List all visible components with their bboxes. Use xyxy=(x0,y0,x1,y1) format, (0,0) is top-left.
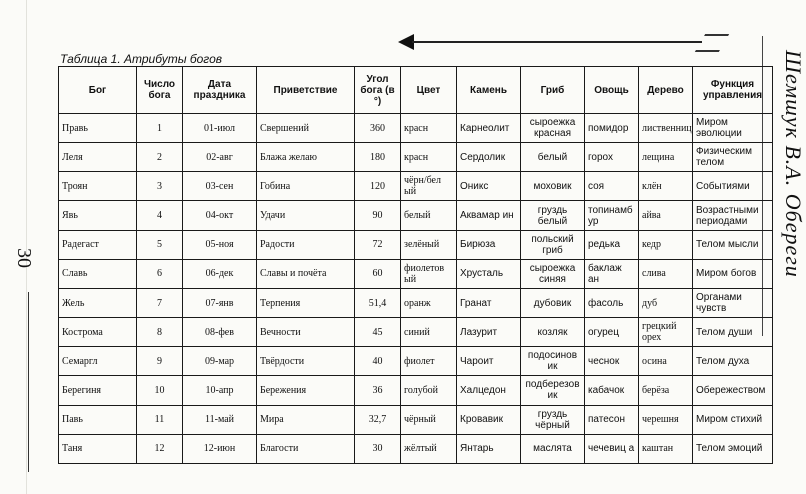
gods-attributes-table xyxy=(58,66,773,464)
cell-color: фиолетов ый xyxy=(401,259,457,288)
cell-angle: 40 xyxy=(355,347,401,376)
cell-god: Славь xyxy=(59,259,137,288)
cell-date: 06-дек xyxy=(183,259,257,288)
cell-function: Событиями xyxy=(693,172,773,201)
cell-number: 8 xyxy=(137,318,183,347)
table-row xyxy=(59,405,773,434)
cell-tree: черешня xyxy=(639,405,693,434)
cell-tree: осина xyxy=(639,347,693,376)
table-row xyxy=(59,201,773,230)
cell-god: Троян xyxy=(59,172,137,201)
cell-date: 07-янв xyxy=(183,288,257,317)
cell-tree: грецкий орех xyxy=(639,318,693,347)
cell-angle: 120 xyxy=(355,172,401,201)
table-row xyxy=(59,318,773,347)
cell-vegetable: помидор xyxy=(585,114,639,143)
cell-date: 12-июн xyxy=(183,434,257,463)
cell-mushroom: подосинов ик xyxy=(521,347,585,376)
header-number: Число бога xyxy=(137,67,183,114)
cell-god: Кострома xyxy=(59,318,137,347)
cell-stone: Кровавик xyxy=(457,405,521,434)
cell-god: Леля xyxy=(59,143,137,172)
cell-function: Физическим телом xyxy=(693,143,773,172)
cell-god: Явь xyxy=(59,201,137,230)
cell-angle: 72 xyxy=(355,230,401,259)
cell-angle: 36 xyxy=(355,376,401,405)
header-tree: Дерево xyxy=(639,67,693,114)
table-row xyxy=(59,259,773,288)
cell-vegetable: топинамб ур xyxy=(585,201,639,230)
cell-function: Органами чувств xyxy=(693,288,773,317)
cell-number: 3 xyxy=(137,172,183,201)
cell-stone: Лазурит xyxy=(457,318,521,347)
cell-greeting: Вечности xyxy=(257,318,355,347)
cell-mushroom: сыроежка красная xyxy=(521,114,585,143)
cell-tree: кедр xyxy=(639,230,693,259)
cell-function: Телом души xyxy=(693,318,773,347)
header-vegetable: Овощь xyxy=(585,67,639,114)
table-row xyxy=(59,288,773,317)
cell-vegetable: фасоль xyxy=(585,288,639,317)
cell-stone: Гранат xyxy=(457,288,521,317)
cell-god: Таня xyxy=(59,434,137,463)
cell-mushroom: дубовик xyxy=(521,288,585,317)
header-god: Бог xyxy=(59,67,137,114)
cell-vegetable: огурец xyxy=(585,318,639,347)
cell-vegetable: патесон xyxy=(585,405,639,434)
header-greeting: Приветствие xyxy=(257,67,355,114)
cell-greeting: Гобина xyxy=(257,172,355,201)
cell-greeting: Удачи xyxy=(257,201,355,230)
cell-tree: лещина xyxy=(639,143,693,172)
cell-function: Телом эмоций xyxy=(693,434,773,463)
cell-angle: 60 xyxy=(355,259,401,288)
cell-color: белый xyxy=(401,201,457,230)
cell-date: 04-окт xyxy=(183,201,257,230)
cell-mushroom: маслята xyxy=(521,434,585,463)
header-function: Функция управления xyxy=(693,67,773,114)
cell-greeting: Мира xyxy=(257,405,355,434)
cell-angle: 32,7 xyxy=(355,405,401,434)
cell-greeting: Славы и почёта xyxy=(257,259,355,288)
cell-date: 08-фев xyxy=(183,318,257,347)
header-mushroom: Гриб xyxy=(521,67,585,114)
cell-tree: дуб xyxy=(639,288,693,317)
cell-vegetable: редька xyxy=(585,230,639,259)
cell-date: 02-авг xyxy=(183,143,257,172)
table-caption: Таблица 1. Атрибуты богов xyxy=(60,52,223,66)
left-rule xyxy=(28,292,29,472)
cell-number: 4 xyxy=(137,201,183,230)
cell-date: 03-сен xyxy=(183,172,257,201)
cell-color: фиолет xyxy=(401,347,457,376)
page-number: 30 xyxy=(13,248,35,268)
cell-god: Берегиня xyxy=(59,376,137,405)
cell-stone: Бирюза xyxy=(457,230,521,259)
cell-color: чёрный xyxy=(401,405,457,434)
arrow-fletching-icon xyxy=(695,34,729,52)
cell-function: Телом духа xyxy=(693,347,773,376)
arrow-line xyxy=(412,41,702,43)
cell-greeting: Радости xyxy=(257,230,355,259)
cell-vegetable: баклаж ан xyxy=(585,259,639,288)
cell-date: 10-апр xyxy=(183,376,257,405)
cell-date: 11-май xyxy=(183,405,257,434)
cell-function: Обережеством xyxy=(693,376,773,405)
cell-number: 2 xyxy=(137,143,183,172)
table-row xyxy=(59,172,773,201)
cell-number: 10 xyxy=(137,376,183,405)
cell-number: 12 xyxy=(137,434,183,463)
header-angle: Угол бога (в °) xyxy=(355,67,401,114)
cell-god: Павь xyxy=(59,405,137,434)
cell-date: 01-июл xyxy=(183,114,257,143)
cell-tree: айва xyxy=(639,201,693,230)
table-row xyxy=(59,230,773,259)
cell-function: Телом мысли xyxy=(693,230,773,259)
cell-tree: клён xyxy=(639,172,693,201)
cell-stone: Халцедон xyxy=(457,376,521,405)
cell-date: 09-мар xyxy=(183,347,257,376)
cell-mushroom: моховик xyxy=(521,172,585,201)
cell-function: Возрастными периодами xyxy=(693,201,773,230)
cell-number: 1 xyxy=(137,114,183,143)
cell-vegetable: чеснок xyxy=(585,347,639,376)
cell-stone: Оникс xyxy=(457,172,521,201)
cell-color: жёлтый xyxy=(401,434,457,463)
header-row xyxy=(59,67,773,114)
cell-god: Жель xyxy=(59,288,137,317)
cell-vegetable: чечевиц а xyxy=(585,434,639,463)
cell-color: синий xyxy=(401,318,457,347)
cell-stone: Янтарь xyxy=(457,434,521,463)
cell-greeting: Благости xyxy=(257,434,355,463)
cell-tree: берёза xyxy=(639,376,693,405)
cell-number: 9 xyxy=(137,347,183,376)
cell-function: Миром богов xyxy=(693,259,773,288)
cell-mushroom: груздь белый xyxy=(521,201,585,230)
cell-date: 05-ноя xyxy=(183,230,257,259)
cell-stone: Карнеолит xyxy=(457,114,521,143)
cell-angle: 90 xyxy=(355,201,401,230)
cell-greeting: Блажа желаю xyxy=(257,143,355,172)
cell-color: красн xyxy=(401,114,457,143)
cell-number: 11 xyxy=(137,405,183,434)
cell-color: красн xyxy=(401,143,457,172)
cell-color: голубой xyxy=(401,376,457,405)
cell-greeting: Бережения xyxy=(257,376,355,405)
cell-greeting: Твёрдости xyxy=(257,347,355,376)
cell-stone: Сердолик xyxy=(457,143,521,172)
cell-function: Миром эволюции xyxy=(693,114,773,143)
page-edge xyxy=(26,0,27,494)
cell-stone: Хрусталь xyxy=(457,259,521,288)
cell-color: зелёный xyxy=(401,230,457,259)
cell-mushroom: белый xyxy=(521,143,585,172)
cell-angle: 360 xyxy=(355,114,401,143)
cell-stone: Чароит xyxy=(457,347,521,376)
table-row xyxy=(59,376,773,405)
cell-number: 7 xyxy=(137,288,183,317)
cell-vegetable: кабачок xyxy=(585,376,639,405)
table-row xyxy=(59,347,773,376)
cell-angle: 51,4 xyxy=(355,288,401,317)
table-row xyxy=(59,114,773,143)
cell-mushroom: козляк xyxy=(521,318,585,347)
table-row xyxy=(59,143,773,172)
cell-number: 6 xyxy=(137,259,183,288)
cell-number: 5 xyxy=(137,230,183,259)
cell-angle: 180 xyxy=(355,143,401,172)
cell-stone: Аквамар ин xyxy=(457,201,521,230)
cell-god: Семаргл xyxy=(59,347,137,376)
cell-vegetable: соя xyxy=(585,172,639,201)
cell-color: чёрн/бел ый xyxy=(401,172,457,201)
cell-mushroom: груздь чёрный xyxy=(521,405,585,434)
cell-color: оранж xyxy=(401,288,457,317)
cell-mushroom: подберезов ик xyxy=(521,376,585,405)
table-row xyxy=(59,434,773,463)
cell-angle: 30 xyxy=(355,434,401,463)
cell-function: Миром стихий xyxy=(693,405,773,434)
cell-angle: 45 xyxy=(355,318,401,347)
cell-god: Правь xyxy=(59,114,137,143)
cell-mushroom: сыроежка синяя xyxy=(521,259,585,288)
cell-greeting: Терпения xyxy=(257,288,355,317)
header-color: Цвет xyxy=(401,67,457,114)
cell-vegetable: горох xyxy=(585,143,639,172)
cell-mushroom: польский гриб xyxy=(521,230,585,259)
cell-tree: каштан xyxy=(639,434,693,463)
header-date: Дата праздника xyxy=(183,67,257,114)
side-title: Шемшук В.А. Обереги xyxy=(781,50,806,278)
cell-greeting: Свершений xyxy=(257,114,355,143)
cell-tree: лиственниц xyxy=(639,114,693,143)
cell-tree: слива xyxy=(639,259,693,288)
cell-god: Радегаст xyxy=(59,230,137,259)
header-stone: Камень xyxy=(457,67,521,114)
